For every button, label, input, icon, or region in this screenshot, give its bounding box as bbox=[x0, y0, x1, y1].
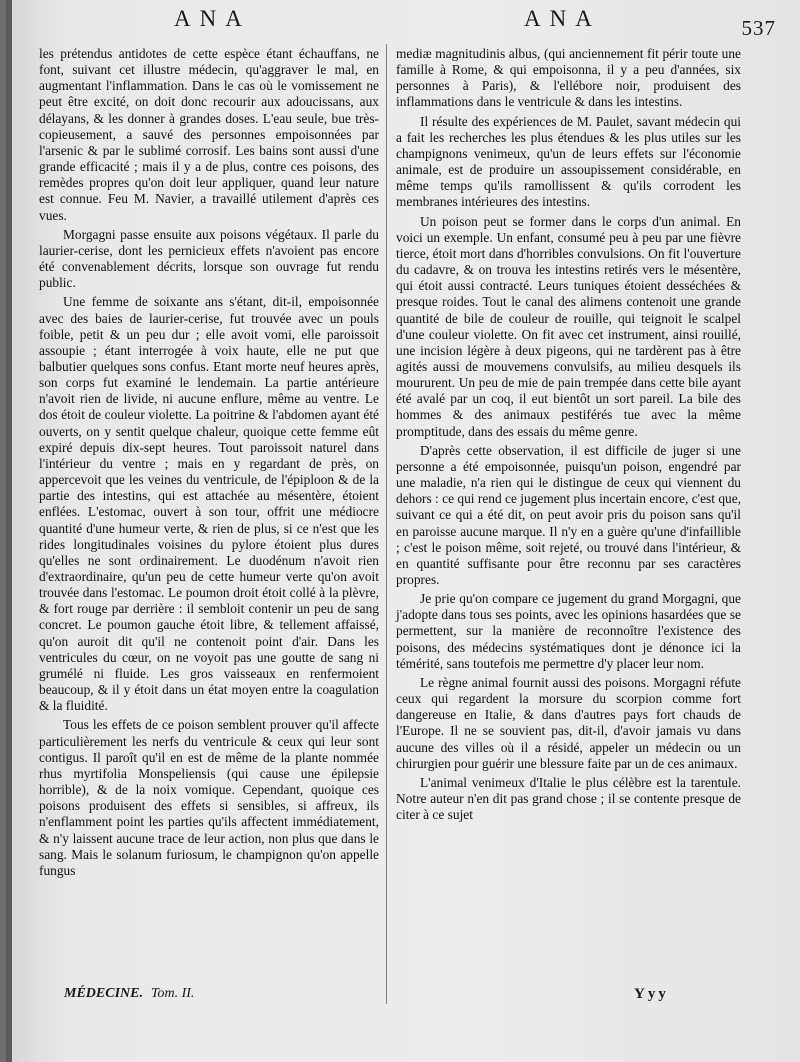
right-column bbox=[396, 46, 741, 823]
footer-running-title bbox=[64, 986, 194, 1002]
paragraph: L'animal venimeux d'Italie le plus célèbre est la tarentule. Notre auteur n'en dit pas grand chose ; il se contente presque de citer à ce sujet bbox=[396, 774, 741, 823]
footer-tome: Tom. II. bbox=[150, 986, 195, 1001]
book-page bbox=[6, 0, 800, 1062]
paragraph: les prétendus antidotes de cette espèce étant échauffans, ne font, suivant cet illustre médecin, qu'aggraver le mal, en augmentant l'inflammation. Dans le cas où le vomissement ne peut être excité, on doit donc recourir aux adoucissans, aux délayans, & les donner à grandes doses. L'eau seule, bue très-copieusement, a sauvé des personnes empoisonnées par l'arsenic & par le sublimé corrosif. Les bains sont aussi d'une grande efficacité ; mais il y a de plus, contre ces poisons, des remèdes propres qu'on doit leur appliquer, quand leur nature est connue. Feu M. Navier, a travaillé utilement d'après ces vues. bbox=[39, 46, 379, 223]
paragraph: Un poison peut se former dans le corps d'un animal. En voici un exemple. Un enfant, consumé peu à peu par une fièvre tierce, étoit mort dans d'horribles convulsions. On fit l'ouverture du cadavre, & on trouva les intestins retirés vers le mésentère, qui étoit aussi contracté. Leurs tuniques étoient desséchées & presque roides. Tout le canal des alimens contenoit une grande quantité de bile de couleur de rouille, qui teignoit le scalpel d'une couleur violette. On fit avec cet instrument, ainsi rouillé, une incision légère à deux pigeons, qui ne tardèrent pas à être agités aussi de mouvemens convulsifs, au milieu desquels ils moururent. Un peu de mie de pain trempée dans cette bile ayant été avalé par un coq, il eut bientôt un sort pareil. La bile des hommes & des animaux pestiférés tue avec la même promptitude, dans des essais du même genre. bbox=[396, 213, 741, 439]
paragraph: Tous les effets de ce poison semblent prouver qu'il affecte particulièrement les nerfs du ventricule & ceux qui leur sont contigus. Il paroît qu'il en est de même de la plante nommée rhus myrtifolia Monspeliensis (qui cause une épilepsie horrible), & de la noix vomique. Cependant, quoique ces poisons produisent des effets si sensibles, si affreux, ils n'enflamment point les parties qu'ils affectent immédiatement, & n'y laissent aucune trace de leur action, non plus que dans le sang. Mais le solanum furiosum, le champignon qu'on appelle fungus bbox=[39, 717, 379, 878]
footer-title: MÉDECINE. bbox=[64, 986, 143, 1001]
paragraph: Il résulte des expériences de M. Paulet, savant médecin qui a fait les recherches les plus étendues & les plus utiles sur les champignons venimeux, qu'un de leurs effets sur l'économie animale, est de produire un assoupissement considérable, en même temps qu'ils ramollissent & qu'ils corrodent les membranes intérieures des intestins. bbox=[396, 113, 741, 210]
running-head-left: ANA bbox=[174, 6, 251, 31]
paragraph: D'après cette observation, il est difficile de juger si une personne a été empoisonnée, puisqu'un poison, engendré par une maladie, n'a rien qui le distingue de ceux qui viennent du dehors : ce qui rend ce jugement plus incertain encore, c'est que, suivant ce qui a été dit, on peut avoir pris du poison sans qu'il en paroisse aucune marque. Il n'y en a guère qu'une d'infaillible ; c'est le poison même, soit rejeté, ou trouvé dans l'intérieur, & en quantité suffisante pour être reconnu par ses caractères propres. bbox=[396, 442, 741, 587]
paragraph: Une femme de soixante ans s'étant, dit-il, empoisonnée avec des baies de laurier-cerise, fut trouvée avec un pouls foible, petit & un peu dur ; elle avoit vomi, elle paroissoit assoupie ; étant interrogée à voix haute, elle ne put que balbutier quelques sons confus. Etant morte neuf heures après, son corps fut examiné le lendemain. La partie antérieure n'avoit rien de livide, ni aucune enflure, même au ventre. Le dos étoit de couleur violette. La poitrine & l'abdomen ayant été ouverts, on y sentit quelque chaleur, quoique cette femme eût expiré depuis dix-sept heures. Tout paroissoit naturel dans l'intérieur du ventre ; mais en y regardant de près, on appercevoit que les veines du ventricule, de l'épiploon & de la partie des intestins, qui est attachée au mésentère, étoient enflées. L'estomac, ouvert à son tour, offrit une médiocre quantité d'une humeur verte, & rien de plus, si ce n'est que les rides longitudinales voisines du pylore étoient plus dures qu'elles ne sont ordinairement. Le duodénum n'avoit rien d'extraordinaire, qu'un peu de cette humeur verte qu'on avoit trouvée dans l'estomac. Le poumon droit étoit collé à la plèvre, & fort rouge par derrière : il sembloit contenir un peu de sang concret. Le poumon gauche étoit libre, & tellement affaissé, qu'on auroit dit qu'il ne contenoit point d'air. Dans les ventricules du cœur, on ne voyoit pas une goutte de sang ni grumélé ni fluide. Les gros vaisseaux en renfermoient beaucoup, & il y étoit dans un état moyen entre la coagulation & la fluidité. bbox=[39, 294, 379, 714]
page-edge-shadow bbox=[6, 0, 12, 1062]
signature-mark: Yyy bbox=[634, 986, 669, 1002]
running-head-right: ANA bbox=[524, 6, 601, 31]
page-number: 537 bbox=[741, 16, 776, 40]
paragraph: Morgagni passe ensuite aux poisons végétaux. Il parle du laurier-cerise, dont les pernicieux effets n'avoient pas encore été convenablement décrits, lorsque son ouvrage fut rendu public. bbox=[39, 226, 379, 291]
paragraph: Je prie qu'on compare ce jugement du grand Morgagni, que j'adopte dans tous ses points, avec les opinions hasardées que se permettent, sur la manière de reconnoître l'existence des poisons, des médecins systématiques dont je dénonce ici la témérité, sans toutefois me permettre d'y placer leur nom. bbox=[396, 591, 741, 671]
paragraph: Le règne animal fournit aussi des poisons. Morgagni réfute ceux qui regardent la morsure du scorpion comme fort dangereuse en Italie, & dans d'autres pays fort chauds de l'Europe. Il ne se souvient pas, dit-il, d'avoir jamais vu dans aucune des villes où il a résidé, appeler un médecin ou un chirurgien pour guérir une blessure faite par un de ces animaux. bbox=[396, 674, 741, 771]
left-column bbox=[39, 46, 379, 879]
paragraph: mediæ magnitudinis albus, (qui anciennement fit périr toute une famille à Rome, & qui empoisonna, il y a peu d'années, six personnes à Paris), & l'ellébore noir, produisent des inflammations dans le ventricule & dans les intestins. bbox=[396, 46, 741, 110]
column-divider bbox=[386, 44, 387, 1004]
